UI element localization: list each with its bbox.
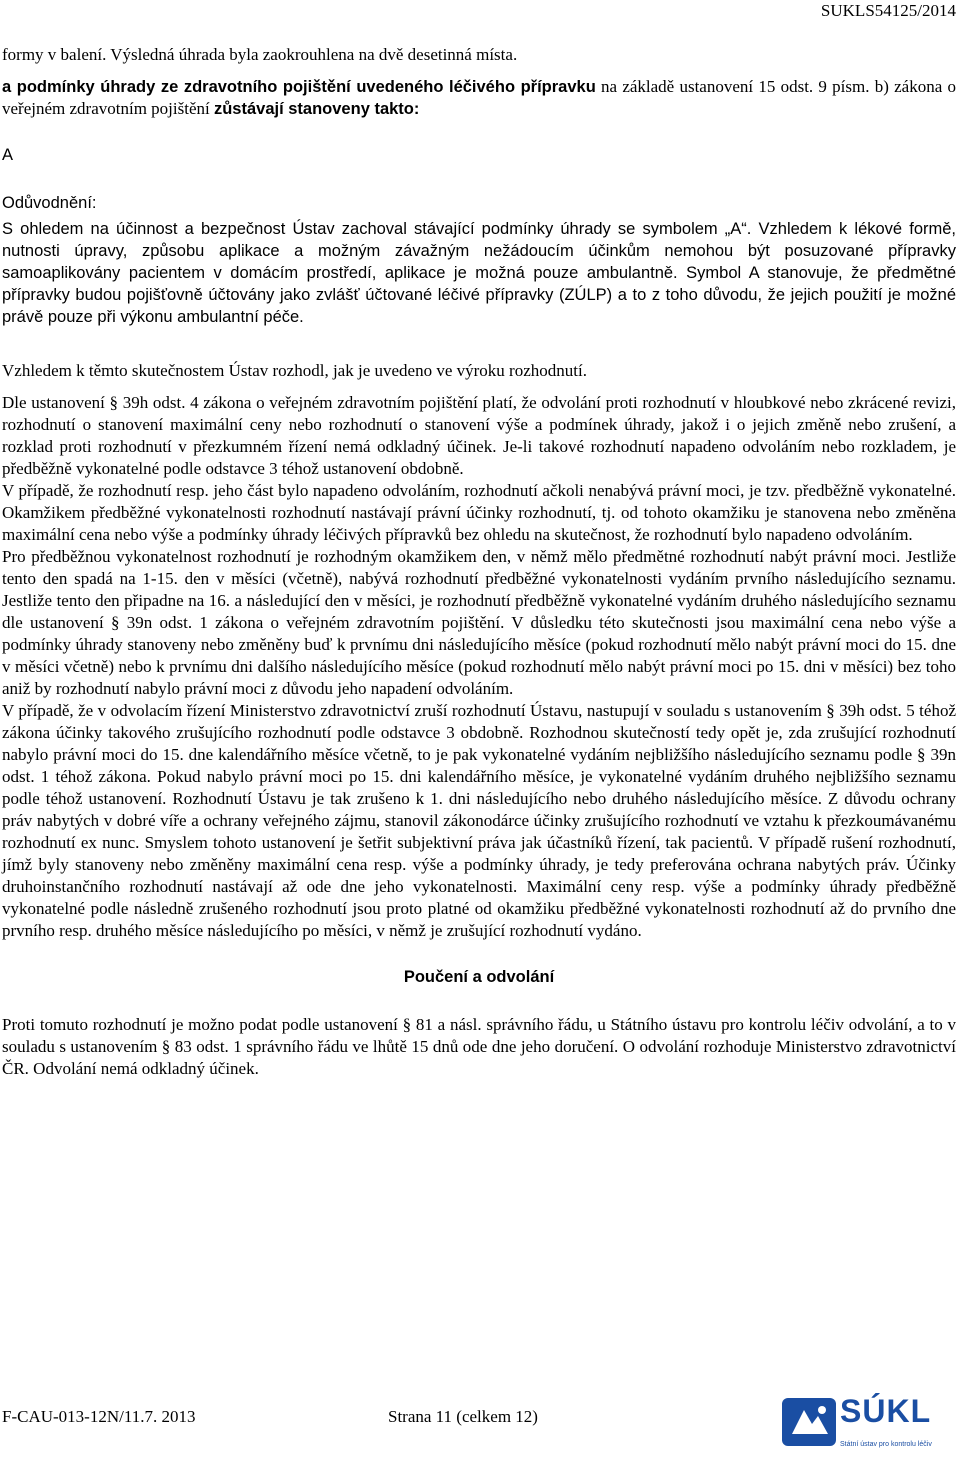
form-code: F-CAU-013-12N/11.7. 2013 xyxy=(2,1407,196,1426)
document-id: SUKLS54125/2014 xyxy=(820,1,956,20)
logo-subtitle: Státní ústav pro kontrolu léčiv xyxy=(840,1441,932,1448)
logo-wordmark: SÚKL xyxy=(840,1393,932,1429)
continuation-line: formy v balení. Výsledná úhrada byla zaokrouhlena na dvě desetinná místa. xyxy=(2,45,518,64)
page-number: Strana 11 (celkem 12) xyxy=(388,1407,538,1426)
appeal-paragraph: Proti tomuto rozhodnutí je možno podat podle ustanovení § 81 a násl. správního řádu, u Státního ústavu pro kontrolu léčiv odvolání, a to v souladu s ustanovením § 83 odst. 1 správního řádu ve lhůtě 15 dnů ode dne jeho doručení. O odvolání rozhoduje Ministerstvo zdravotnictví ČR. Odvolání nemá odkladný účinek. xyxy=(2,1015,956,1078)
legal-paragraph-4: V případě, že v odvolacím řízení Ministerstvo zdravotnictví zruší rozhodnutí Ústavu, nastupují v souladu s ustanovením § 39h odst. 5 téhož zákona účinky takového zrušujícího rozhodnutí podle odstavce 3 obdobně. Rozhodnou skutečností tedy opět je, zda zrušující rozhodnutí nabylo právní moci do 15. dne kalendářního měsíce včetně, to je pak vykonatelné vydáním nejbližšího následujícího seznamu podle § 39n odst. 1 téhož zákona. Pokud nabylo právní moci po 15. dni kalendářního měsíce, je vykonatelné vydáním druhého nejbližšího seznamu podle téhož ustanovení. Rozhodnutí Ústavu je tak zrušeno k 1. dni následujícího nebo druhého následujícího měsíce. Z důvodu ochrany práv nabytých v dobré víře a ochrany veřejného zájmu, stanovil zákonodárce účinky zrušujícího rozhodnutí ve vztahu k přezkoumávanému rozhodnutí ex nunc. Smyslem tohoto ustanovení je šetřit subjektivní práva jak účastníků řízení, tak pacientů. V případě rušení rozhodnutí, jímž byly stanoveny nebo změněny maximální cena resp. výše a podmínky úhrady, je tedy preferována ochrana nabytých práv. Účinky druhoinstančního rozhodnutí nastávají až ode dne jeho vykonatelnosti. Maximální ceny resp. výše a podmínky úhrady předběžně vykonatelné podle následně zrušeného rozhodnutí jsou proto platné od okamžiku předběžné vykonatelnosti rozhodnutí až do prvního dne prvního resp. druhého měsíce následujícího po měsíci, v němž je zrušující rozhodnutí vydáno. xyxy=(2,701,956,940)
document-body xyxy=(2,44,956,1080)
sukl-logo xyxy=(782,1393,952,1448)
page-footer xyxy=(2,1393,958,1448)
sukl-emblem-icon xyxy=(782,1398,836,1446)
symbol-justification: S ohledem na účinnost a bezpečnost Ústav zachoval stávající podmínky úhrady se symbolem „A“. Vzhledem k lékové formě, nutnosti úpravy, způsobu aplikace a možným závažným nežádoucím účinkům nemohou být posuzované přípravky samoaplikovány pacientem v domácím prostředí, aplikace je možná pouze ambulantně. Symbol A stanovuje, že předmětné přípravky budou pojišťovně účtovány jako zvlášť účtované léčivé přípravky (ZÚLP) a to z toho důvodu, že jejich použití je možné právě pouze při výkonu ambulantní péče. xyxy=(2,220,956,326)
decision-bold-lead: a podmínky úhrady ze zdravotního pojištění uvedeného léčivého přípravku xyxy=(2,78,596,96)
legal-paragraph-2: V případě, že rozhodnutí resp. jeho část bylo napadeno odvoláním, rozhodnutí ačkoli nenabývá právní moci, je tzv. předběžně vykonatelné. Okamžikem předběžné vykonatelnosti rozhodnutí nastávají právní účinky rozhodnutí, tj. od tohoto okamžiku je stanovena nebo změněna maximální cena nebo výše a podmínky úhrady léčivých přípravků bez ohledu na skutečnost, že rozhodnutí bylo napadeno odvoláním. xyxy=(2,481,956,544)
section-title: Poučení a odvolání xyxy=(403,968,555,986)
oduvodneni-heading: Odůvodnění: xyxy=(2,194,97,212)
symbol-A: A xyxy=(2,146,14,164)
conclusion-paragraph: Vzhledem k těmto skutečnostem Ústav rozhodl, jak je uvedeno ve výroku rozhodnutí. xyxy=(2,361,587,380)
decision-bold-tail: zůstávají stanoveny takto: xyxy=(213,100,420,118)
legal-paragraph-1: Dle ustanovení § 39h odst. 4 zákona o veřejném zdravotním pojištění platí, že odvolání proti rozhodnutí v hloubkové nebo zkrácené revizi, rozhodnutí o stanovení maximální ceny nebo rozhodnutí o stanovení výše a podmínek úhrady, jakož i o jejich změně nebo zrušení, a rozklad proti rozhodnutí v přezkumném řízení nemá odkladný účinek. Je-li takové rozhodnutí napadeno odvoláním nebo rozkladem, je předběžně vykonatelné podle odstavce 3 téhož ustanovení obdobně. xyxy=(2,393,956,478)
legal-paragraph-3: Pro předběžnou vykonatelnost rozhodnutí je rozhodným okamžikem den, v němž mělo předmětné rozhodnutí nabýt právní moci. Jestliže tento den spadá na 1-15. den v měsíci (včetně), nabývá rozhodnutí předběžné vykonatelnosti vydáním prvního následujícího seznamu. Jestliže tento den připadne na 16. a následující den v měsíci, je rozhodnutí předběžně vykonatelné vydáním druhého následujícího seznamu dle ustanovení § 39n odst. 1 zákona o veřejném zdravotním pojištění. V důsledku této skutečnosti jsou maximální cena nebo výše a podmínky úhrady stanoveny nebo změněny buď k prvnímu dni následujícího měsíce (pokud rozhodnutí mělo nabýt právní moci do 15. dne v měsíci včetně) nebo k prvnímu dni dalšího následujícího měsíce (pokud rozhodnutí mělo nabýt právní moci po 15. dni v měsíci) bez toho aniž by rozhodnutí nabylo právní moci z důvodu jeho napadení odvoláním. xyxy=(2,547,956,698)
decision-statement xyxy=(2,76,956,120)
decision-legal-ref: na základě ustanovení 15 odst. 9 písm. b) zákona o veřejném zdravotním pojištění xyxy=(2,77,956,118)
